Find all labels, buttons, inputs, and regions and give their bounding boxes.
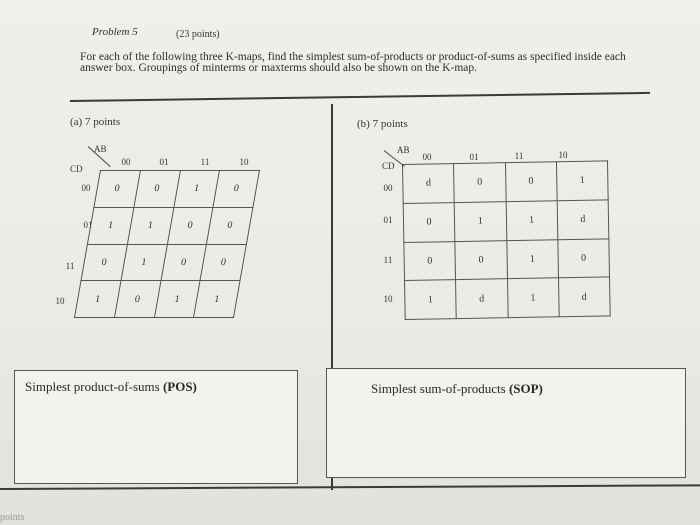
kmap-a-col-10: 10 [239,157,249,167]
kmap-b-cell: d [456,279,508,319]
kmap-a-grid-row [87,207,252,244]
kmap-b-grid-row [403,200,609,242]
kmap-b-cell: 0 [455,240,507,280]
kmap-a-row-01: 01 [83,220,93,230]
kmap-b-row-01: 01 [383,215,393,225]
kmap-b-col-01: 01 [469,152,479,162]
kmap-a-cell: 1 [194,281,240,318]
sop-answer-prefix: Simplest sum-of-products [371,381,509,396]
kmap-b-cell: 1 [507,278,559,318]
kmap-a-cell: 0 [81,244,127,281]
kmap-a-col-11: 11 [200,157,210,167]
kmap-b-label: (b) 7 points [357,118,408,130]
kmap-a-label: (a) 7 points [70,116,121,128]
kmap-a-cell: 1 [121,244,167,281]
footer-fragment: points [0,512,25,523]
kmap-b-cell: d [557,200,609,240]
kmap-b-cell: 0 [505,162,557,202]
kmap-a-col-00: 00 [121,157,131,167]
bottom-divider [0,484,700,489]
kmap-b-col-00: 00 [422,152,432,162]
kmap-a-grid-row [74,281,239,318]
kmap-a-cell: 1 [87,207,133,244]
kmap-a-row-00: 00 [81,183,91,193]
pos-answer-prefix: Simplest product-of-sums [25,379,163,394]
kmap-a-cell: 0 [114,281,160,318]
kmap-a-cell: 0 [200,244,246,281]
kmap-a-cell: 0 [213,171,259,208]
kmap-b-cell: 1 [454,201,506,241]
kmap-a-cell: 0 [134,171,180,208]
kmap-a-row-10: 10 [55,296,65,306]
kmap-a-cd-label: CD [70,164,83,174]
kmap-b-cell: 0 [403,202,455,242]
kmap-a-col-01: 01 [159,157,169,167]
kmap-b-grid-row [404,238,610,280]
kmap-b-grid [402,160,611,320]
kmap-b-cell: 0 [404,241,456,281]
kmap-b-grid-row [403,161,609,203]
kmap-a-cell: 0 [167,207,213,244]
kmap-a-cell: 1 [173,171,219,208]
kmap-b-ab-label: AB [397,145,410,155]
kmap-b-row-11: 11 [383,255,393,265]
kmap-a-grid-row [94,171,259,208]
problem-instructions: For each of the following three K-maps, find the simplest sum-of-products or product-of-sums as specified inside each answer box. Groupings of minterms or maxterms should also be shown on the K-map. [80,51,626,74]
kmap-b-cell: 1 [506,239,558,279]
kmap-a-cell: 1 [74,281,120,318]
kmap-a-cell: 0 [160,244,206,281]
kmap-b-cell: 0 [558,238,610,278]
kmap-a-grid [74,170,260,318]
kmap-a-cell: 0 [94,171,140,208]
kmap-b-row-00: 00 [383,183,393,193]
kmap-b-cell: 1 [506,201,558,241]
kmap-b-col-11: 11 [514,151,524,161]
pos-answer-box[interactable] [14,370,298,484]
kmap-b-cell: 0 [454,163,506,203]
kmap-a-row-11: 11 [65,261,75,271]
kmap-a-grid-row [81,244,246,281]
problem-title: Problem 5 [92,26,138,38]
problem-points: (23 points) [176,29,220,40]
kmap-b-cell: 1 [556,161,608,201]
pos-answer-label [25,379,197,395]
kmap-b-cell: d [558,277,610,317]
kmap-b-cd-label: CD [382,161,395,171]
kmap-b-grid-row [405,277,611,319]
sop-answer-label [371,381,543,397]
kmap-a-ab-label: AB [94,144,107,154]
header-divider [70,92,650,102]
sop-answer-box[interactable] [326,368,686,478]
sop-answer-acronym: (SOP) [508,381,543,396]
kmap-b-cell: 1 [405,280,457,320]
kmap-b-row-10: 10 [383,294,393,304]
kmap-b-col-10: 10 [558,150,568,160]
kmap-b-cell: d [403,164,455,204]
kmap-a-cell: 1 [127,207,173,244]
kmap-a-cell: 1 [154,281,200,318]
kmap-a-cell: 0 [207,207,253,244]
pos-answer-acronym: (POS) [162,379,197,394]
